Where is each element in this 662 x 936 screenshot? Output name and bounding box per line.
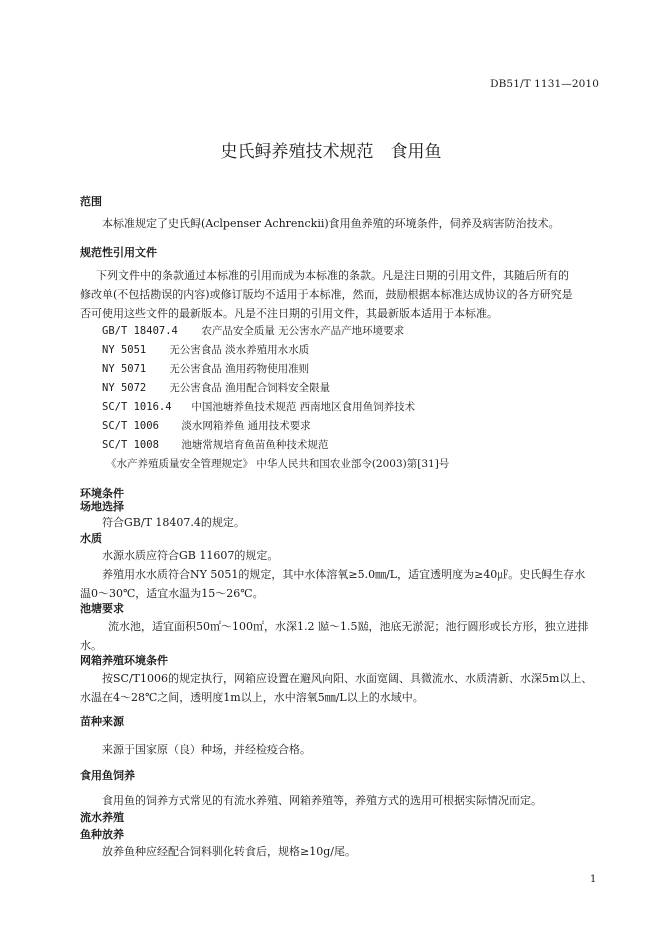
reference-title: 无公害食品 淡水养殖用水水质	[169, 344, 310, 356]
paragraph-pond-line1: 流水池，适宜面积50㎡～100㎡，水深1.2 ㍪～1.5㍪，池底无淤泥；池行圆形或长方形，独立进排	[108, 620, 589, 633]
section-heading-normative: 规范性引用文件	[80, 246, 157, 259]
reference-item	[102, 437, 328, 452]
paragraph-stocking: 放养鱼种应经配合饲料驯化转食后，规格≥10g/尾。	[102, 845, 356, 858]
section-heading-scope: 范围	[80, 195, 102, 208]
section-heading-site: 场地选择	[80, 500, 124, 513]
reference-title: 淡水网箱养鱼 通用技术要求	[181, 420, 311, 432]
reference-title: 池塘常规培育鱼苗鱼种技术规范	[181, 439, 329, 451]
reference-code: SC/T 1008	[102, 439, 159, 451]
reference-code: NY 5071	[102, 363, 147, 375]
paragraph-water-source: 水源水质应符合GB 11607的规定。	[102, 549, 279, 562]
reference-item	[102, 380, 330, 395]
paragraph-scope: 本标准规定了史氏鲟(Aclpenser Achrenckii)食用鱼养殖的环境条件，伺养及病害防治技术。	[102, 217, 560, 230]
section-heading-water: 水质	[80, 532, 102, 545]
section-heading-cage: 网箱养殖环境条件	[80, 654, 168, 667]
paragraph-cage-line2: 水温在4～28℃之间，透明度1m以上，水中溶氧5㎜/L以上的水域中。	[80, 691, 424, 704]
document-title: 史氏鲟养殖技术规范 食用鱼	[220, 142, 442, 162]
reference-code: SC/T 1006	[102, 420, 159, 432]
paragraph-feeding: 食用鱼的饲养方式常见的有流水养殖、网箱养殖等，养殖方式的选用可根据实际情况而定。	[102, 794, 542, 807]
paragraph-normative-line3: 否可使用这些文件的最新版本。凡是不注日期的引用文件，其最新版本适用于本标准。	[80, 307, 498, 320]
paragraph-pond-line2: 水。	[80, 639, 102, 652]
document-code: DB51/T 1131—2010	[490, 78, 599, 90]
section-heading-environment: 环境条件	[80, 487, 124, 500]
section-heading-feeding: 食用鱼饲养	[80, 769, 135, 782]
reference-item	[102, 361, 309, 376]
reference-item	[102, 323, 404, 338]
paragraph-cage-line1: 按SC/T1006的规定执行，网箱应设置在避风向阳、水面宽阔、具微流水、水质清新、水深5m以上、	[102, 672, 593, 685]
paragraph-normative-line1: 下列文件中的条款通过本标准的引用而成为本标准的条款。凡是注日期的引用文件，其随后所有的	[96, 269, 569, 282]
section-heading-flow: 流水养殖	[80, 811, 124, 824]
paragraph-site: 符合GB/T 18407.4的规定。	[102, 516, 245, 529]
reference-code: NY 5051	[102, 344, 147, 356]
reference-title: 无公害食品 渔用药物使用准则	[169, 363, 310, 375]
reference-item	[102, 342, 309, 357]
paragraph-normative-line2: 修改单(不包括勘误的内容)或修订版均不适用于本标准，然而，鼓励根据本标准达成协议的各方研究是	[80, 288, 573, 301]
reference-title: 中国池塘养鱼技术规范 西南地区食用鱼饲养技术	[191, 401, 416, 413]
paragraph-water-quality-line1: 养殖用水水质符合NY 5051的规定，其中水体溶氧≥5.0㎜/L，适宜透明度为≥40㎌。史氏鲟生存水	[102, 568, 586, 581]
reference-title: 无公害食品 渔用配合饲料安全限量	[169, 382, 331, 394]
reference-code: SC/T 1016.4	[102, 401, 172, 413]
reference-title: 农产品安全质量 无公害水产品产地环境要求	[201, 325, 405, 337]
reference-item	[102, 418, 311, 433]
section-heading-pond: 池塘要求	[80, 602, 124, 615]
page-number: 1	[590, 874, 597, 885]
section-heading-seed: 苗种来源	[80, 715, 124, 728]
reference-code: NY 5072	[102, 382, 147, 394]
paragraph-water-quality-line2: 温0～30℃，适宜水温为15～26℃。	[80, 587, 264, 600]
reference-item	[102, 399, 415, 414]
paragraph-seed: 来源于国家原（良）种场，并经检疫合格。	[102, 743, 311, 756]
section-heading-stocking: 鱼种放养	[80, 828, 124, 841]
reference-code: GB/T 18407.4	[102, 325, 178, 337]
reference-item-regulation: 《水产养殖质量安全管理规定》 中华人民共和国农业部令(2003)第[31]号	[106, 458, 450, 470]
